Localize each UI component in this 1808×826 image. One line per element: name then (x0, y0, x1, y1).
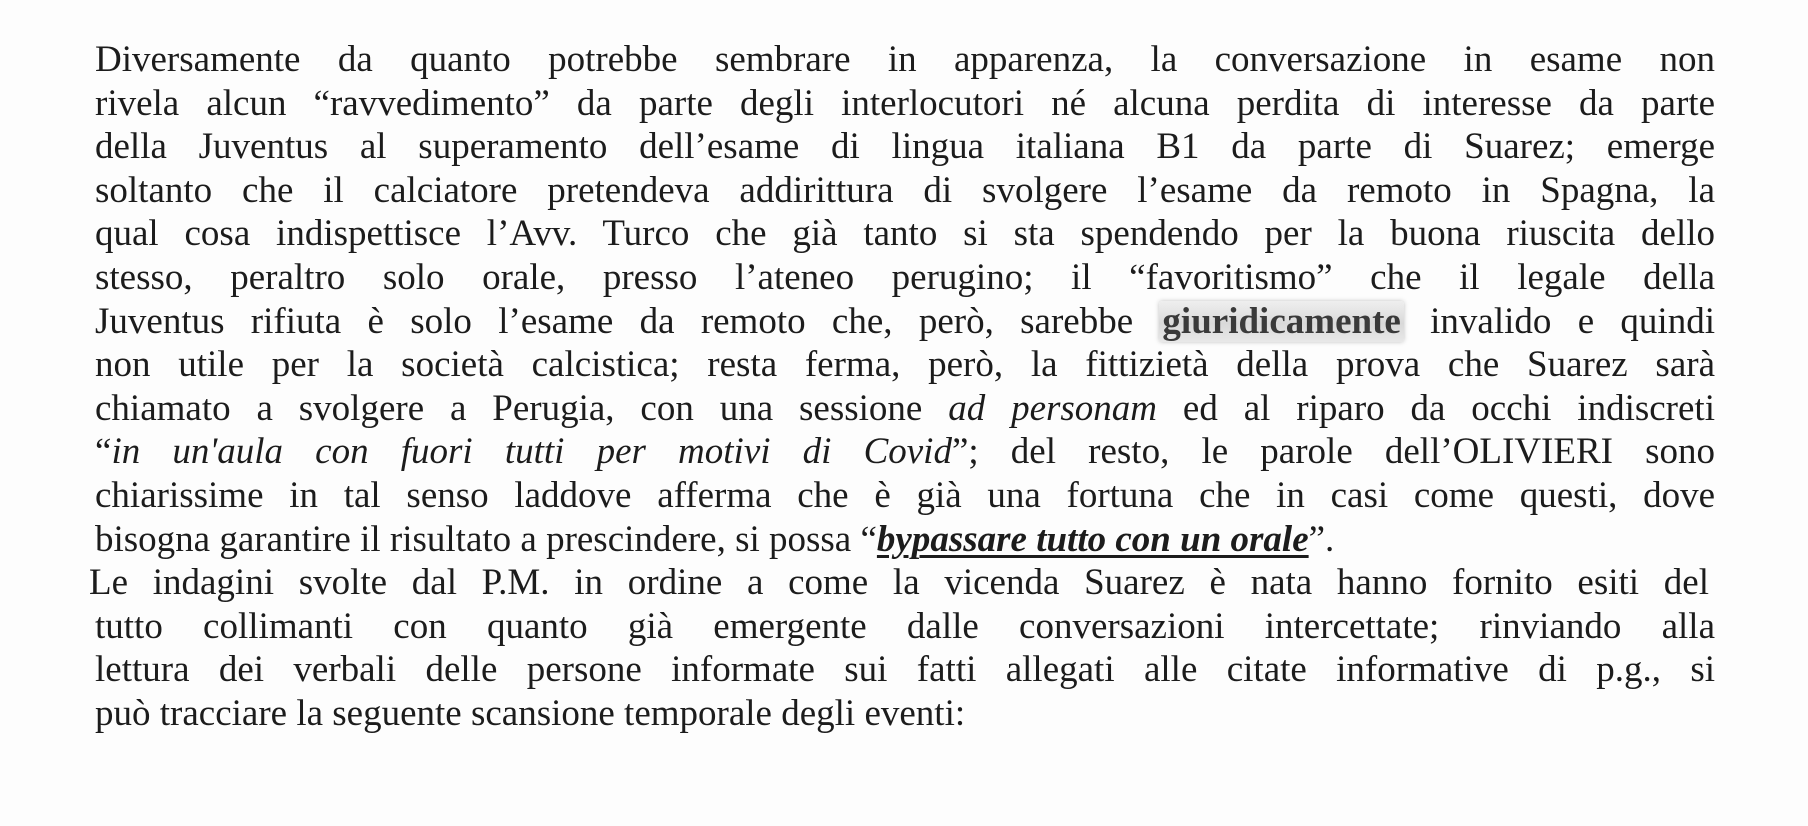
text-line: qual cosa indispettisce l’Avv. Turco che già tanto si sta spendendo per la buona riuscita dello (95, 213, 1715, 255)
paragraph-1 (95, 38, 1715, 561)
text-line (95, 430, 1715, 474)
emphasized-quote: bypassare tutto con un orale (876, 518, 1309, 560)
text-line: Diversamente da quanto potrebbe sembrare in apparenza, la conversazione in esame non (95, 39, 1715, 80)
text-segment: ”; del resto, le parole dell’OLIVIERI sono (951, 431, 1715, 473)
text-line (95, 518, 1715, 562)
text-line: chiarissime in tal senso laddove afferma che è già una fortuna che in casi come questi, dove (95, 474, 1715, 516)
italic-phrase: ad personam (948, 387, 1158, 429)
text-line: rivela alcun “ravvedimento” da parte degli interlocutori né alcuna perdita di interesse da parte (95, 82, 1715, 124)
text-line: può tracciare la seguente scansione temporale degli eventi: (95, 692, 966, 734)
document-body (89, 38, 1715, 736)
text-line: soltanto che il calciatore pretendeva addirittura di svolgere l’esame da remoto in Spagna, la (95, 169, 1715, 211)
text-line: della Juventus al superamento dell’esame di lingua italiana B1 da parte di Suarez; emerge (95, 126, 1715, 168)
text-segment: ”. (1308, 518, 1335, 560)
text-line: non utile per la società calcistica; resta ferma, però, la fittizietà della prova che Suarez sarà (95, 344, 1715, 386)
text-line (95, 300, 1715, 344)
text-line (95, 387, 1715, 431)
text-line: tutto collimanti con quanto già emergente dalle conversazioni intercettate; rinviando alla (95, 605, 1715, 647)
text-line: stesso, peraltro solo orale, presso l’ateneo perugino; il “favoritismo” che il legale della (95, 256, 1715, 298)
text-segment: bisogna garantire il risultato a prescindere, si possa “ (95, 518, 877, 560)
text-segment: Juventus rifiuta è solo l’esame da remoto che, però, sarebbe (95, 300, 1160, 342)
text-line: Le indagini svolte dal P.M. in ordine a come la vicenda Suarez è nata hanno fornito esiti del (89, 562, 1709, 604)
paragraph-2 (89, 561, 1715, 735)
text-segment: “ (95, 431, 112, 473)
text-segment: chiamato a svolgere a Perugia, con una sessione (95, 387, 949, 429)
italic-quote: in un'aula con fuori tutti per motivi di Covid (111, 431, 952, 473)
highlighted-word: giuridicamente (1159, 301, 1403, 342)
text-segment: ed al riparo da occhi indiscreti (1157, 387, 1715, 429)
text-line: lettura dei verbali delle persone informate sui fatti allegati alle citate informative di p.g., si (95, 649, 1715, 691)
text-segment: invalido e quindi (1403, 300, 1715, 342)
